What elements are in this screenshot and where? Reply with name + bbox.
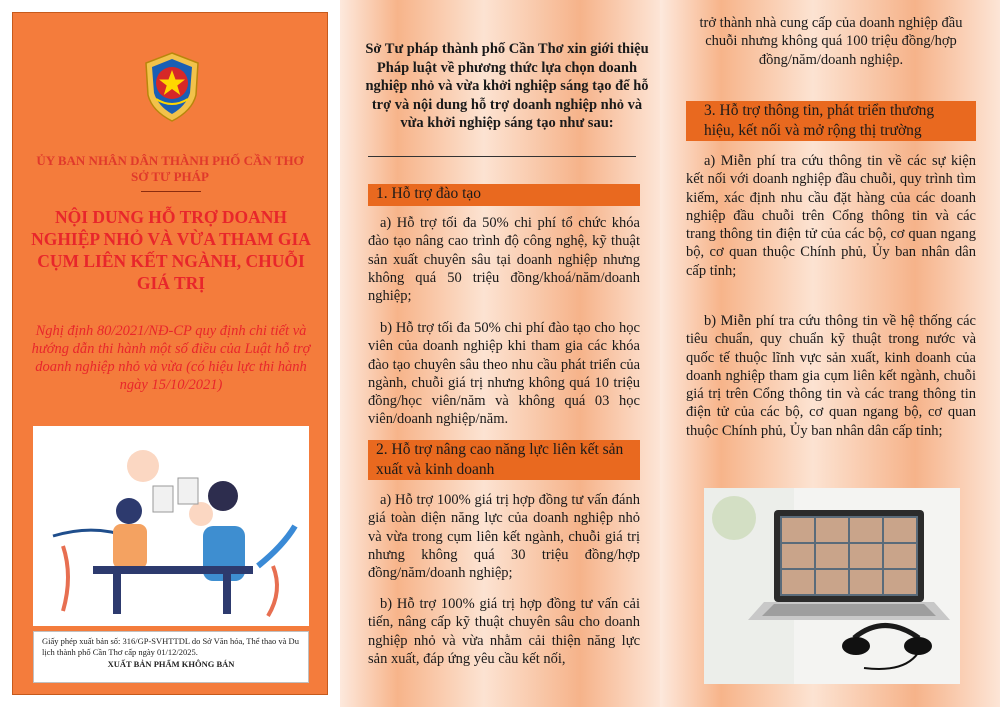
not-for-sale-label: XUẤT BẢN PHẨM KHÔNG BÁN [107,659,235,669]
cover-background [12,12,328,695]
meeting-illustration [33,426,309,626]
brochure-title: NỘI DUNG HỖ TRỢ DOANH NGHIỆP NHỎ VÀ VỪA THAM GIA CỤM LIÊN KẾT NGÀNH, CHUỖI GIÁ TRỊ [31,207,311,293]
information-item-a: a) Miễn phí tra cứu thông tin về các sự kiện kết nối với doanh nghiệp đầu chuỗi, quy trình tìm kiếm, xác định nhu cầu đặt hàng của các doanh nghiệp đầu chuỗi trên Cổng thông tin và các trang thông tin điện tử của các bộ, cơ quan ngang bộ, cơ quan thuộc Chính phủ, Ủy ban nhân dân cấp tỉnh; [686,153,976,279]
decree-text: Nghị định 80/2021/NĐ-CP quy định chi tiết và hướng dẫn thi hành một số điều của Luật hỗ trợ doanh nghiệp nhỏ và vừa (có hiệu lực thi hành ngày 15/10/2021) [31,323,311,393]
cover-panel [0,0,340,707]
capacity-item-a: a) Hỗ trợ 100% giá trị hợp đồng tư vấn đánh giá toàn diện năng lực của doanh nghiệp nhỏ và vừa trong cụm liên kết ngành, chuỗi giá trị nhưng không quá 30 triệu đồng/hợp đồng/năm/doanh nghiệp; [368,492,640,582]
heading-capacity: 2. Hỗ trợ nâng cao năng lực liên kết sản xuất và kinh doanh [368,440,640,480]
capacity-item-b: b) Hỗ trợ 100% giá trị hợp đồng tư vấn cải tiến, nâng cấp kỹ thuật chuyên sâu cho doanh nghiệp nhỏ và vừa nhằm cải thiện năng lực sản xuất, đáp ứng yêu cầu kết nối, [368,596,640,667]
department-name: SỞ TƯ PHÁP [130,169,209,184]
license-text: Giấy phép xuất bản số: 316/GP-SVHTTDL do Sở Văn hóa, Thể thao và Du lịch thành phố Cần Thơ cấp ngày 01/12/2025. [42,636,299,657]
training-item-b: b) Hỗ trợ tối đa 50% chi phí đào tạo cho học viên của doanh nghiệp khi tham gia các khóa đào tạo chuyên sâu theo nhu cầu phát triển của ngành, chuỗi giá trị nhưng không quá 10 triệu đồng/học viên/năm và không quá 03 học viên/doanh nghiệp/năm. [368,320,640,428]
heading-information: 3. Hỗ trợ thông tin, phát triển thương hiệu, kết nối và mở rộng thị trường [686,101,976,141]
intro-text: Sở Tư pháp thành phố Cần Thơ xin giới thiệu Pháp luật về phương thức lựa chọn doanh nghiệp nhỏ và vừa khởi nghiệp sáng tạo để hỗ trợ và nội dung hỗ trợ doanh nghiệp nhỏ và vừa khởi nghiệp sáng tạo như sau: [365,41,649,131]
agency-name: ỦY BAN NHÂN DÂN THÀNH PHỐ CẦN THƠ [36,153,304,168]
separator-line [368,156,636,157]
training-item-a: a) Hỗ trợ tối đa 50% chi phí tổ chức khóa đào tạo nâng cao trình độ công nghệ, kỹ thuật sản xuất chuyên sâu tại doanh nghiệp nhưng không quá 50 triệu đồng/khoá/năm/doanh nghiệp; [368,215,640,305]
laptop-video-call-photo [704,488,960,684]
divider [141,191,201,192]
middle-panel [340,0,660,707]
continued-text: trở thành nhà cung cấp của doanh nghiệp đầu chuỗi nhưng không quá 100 triệu đồng/hợp đồng/năm/doanh nghiệp. [699,15,963,68]
heading-training: 1. Hỗ trợ đào tạo [368,184,640,206]
license-box [33,631,309,683]
justice-emblem-icon [142,51,202,123]
right-panel [660,0,1000,707]
information-item-b: b) Miễn phí tra cứu thông tin về hệ thống các tiêu chuẩn, quy chuẩn kỹ thuật trong nước và quốc tế thuộc lĩnh vực sản xuất, kinh doanh của doanh nghiệp tham gia cụm liên kết ngành, chuỗi giá trị trên Cổng thông tin và các trang thông tin điện tử của các bộ, cơ quan ngang bộ, cơ quan thuộc Chính phủ, Ủy ban nhân dân cấp tỉnh; [686,313,976,439]
